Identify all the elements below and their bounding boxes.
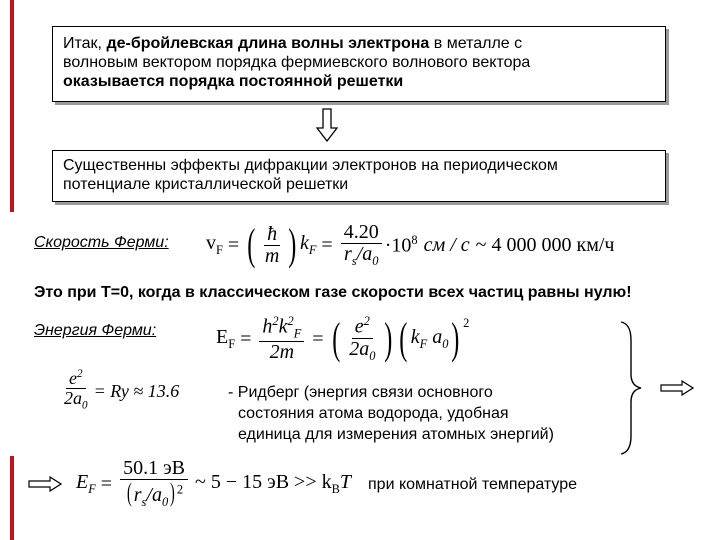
right-brace-icon [618, 320, 644, 456]
rydberg-description: - Ридберг (энергия связи основного состояния атома водорода, удобная единица для измерения атомных энергий) [228, 384, 554, 443]
rydberg-equation: $\frac{e^2}{2a_0}$ = Ry ≈ 13.6 [64, 368, 180, 412]
result-arrow-icon [28, 476, 62, 492]
right-arrow-icon [660, 380, 694, 396]
velocity-approx: ~ 4 000 000 км/ч [475, 233, 615, 256]
left-accent-bar-bottom [10, 456, 14, 540]
diffraction-box [52, 150, 666, 202]
left-accent-bar-top [10, 0, 14, 212]
diffraction-line-1: Существенны эффекты дифракции электронов на периодическом [63, 157, 558, 174]
conclusion-box [52, 26, 666, 102]
conclusion-line-2: волновым вектором порядка фермиевского волнового вектора [63, 54, 531, 71]
fermi-velocity-equation: $v_F$ = ( $\frac{ħ}{m}$ ) $k_F$ = $\frac{4.20}{r_s/a_0}$ $\cdot 10^8$ см / с ~ 4 000 000 км/ч [206, 220, 615, 269]
conclusion-line-1: Итак, де-бройлевская длина волны электрона в металле с [63, 35, 523, 52]
room-temperature-note: при комнатной температуре [368, 476, 578, 493]
conclusion-line-3: оказывается порядка постоянной решетки [63, 73, 404, 90]
velocity-units: см / с [423, 233, 470, 256]
fermi-energy-label: Энергия Ферми: [34, 322, 157, 339]
zero-temperature-statement: Это при T=0, когда в классическом газе скорости всех частиц равны нулю! [34, 284, 632, 301]
down-arrow-icon [316, 108, 338, 142]
fermi-energy-estimate: $E_F$ = $\frac{50.1 эВ}{(r_s/a_0) ^2}$ ~ 5 − 15 эВ >> $k_BT$ [76, 457, 351, 510]
fermi-energy-equation: $E_F$ = $\frac{h^2k^2_F}{2m}$ = ( $\frac{e^2}{2a_0}$ ) ( $k_F$ $a_0$ ) $^2$ [216, 314, 470, 363]
fermi-velocity-label: Скорость Ферми: [34, 234, 169, 251]
diffraction-line-2: потенциале кристаллической решетки [63, 176, 349, 193]
de-broglie-phrase: де-бройлевская длина волны электрона [106, 35, 430, 52]
